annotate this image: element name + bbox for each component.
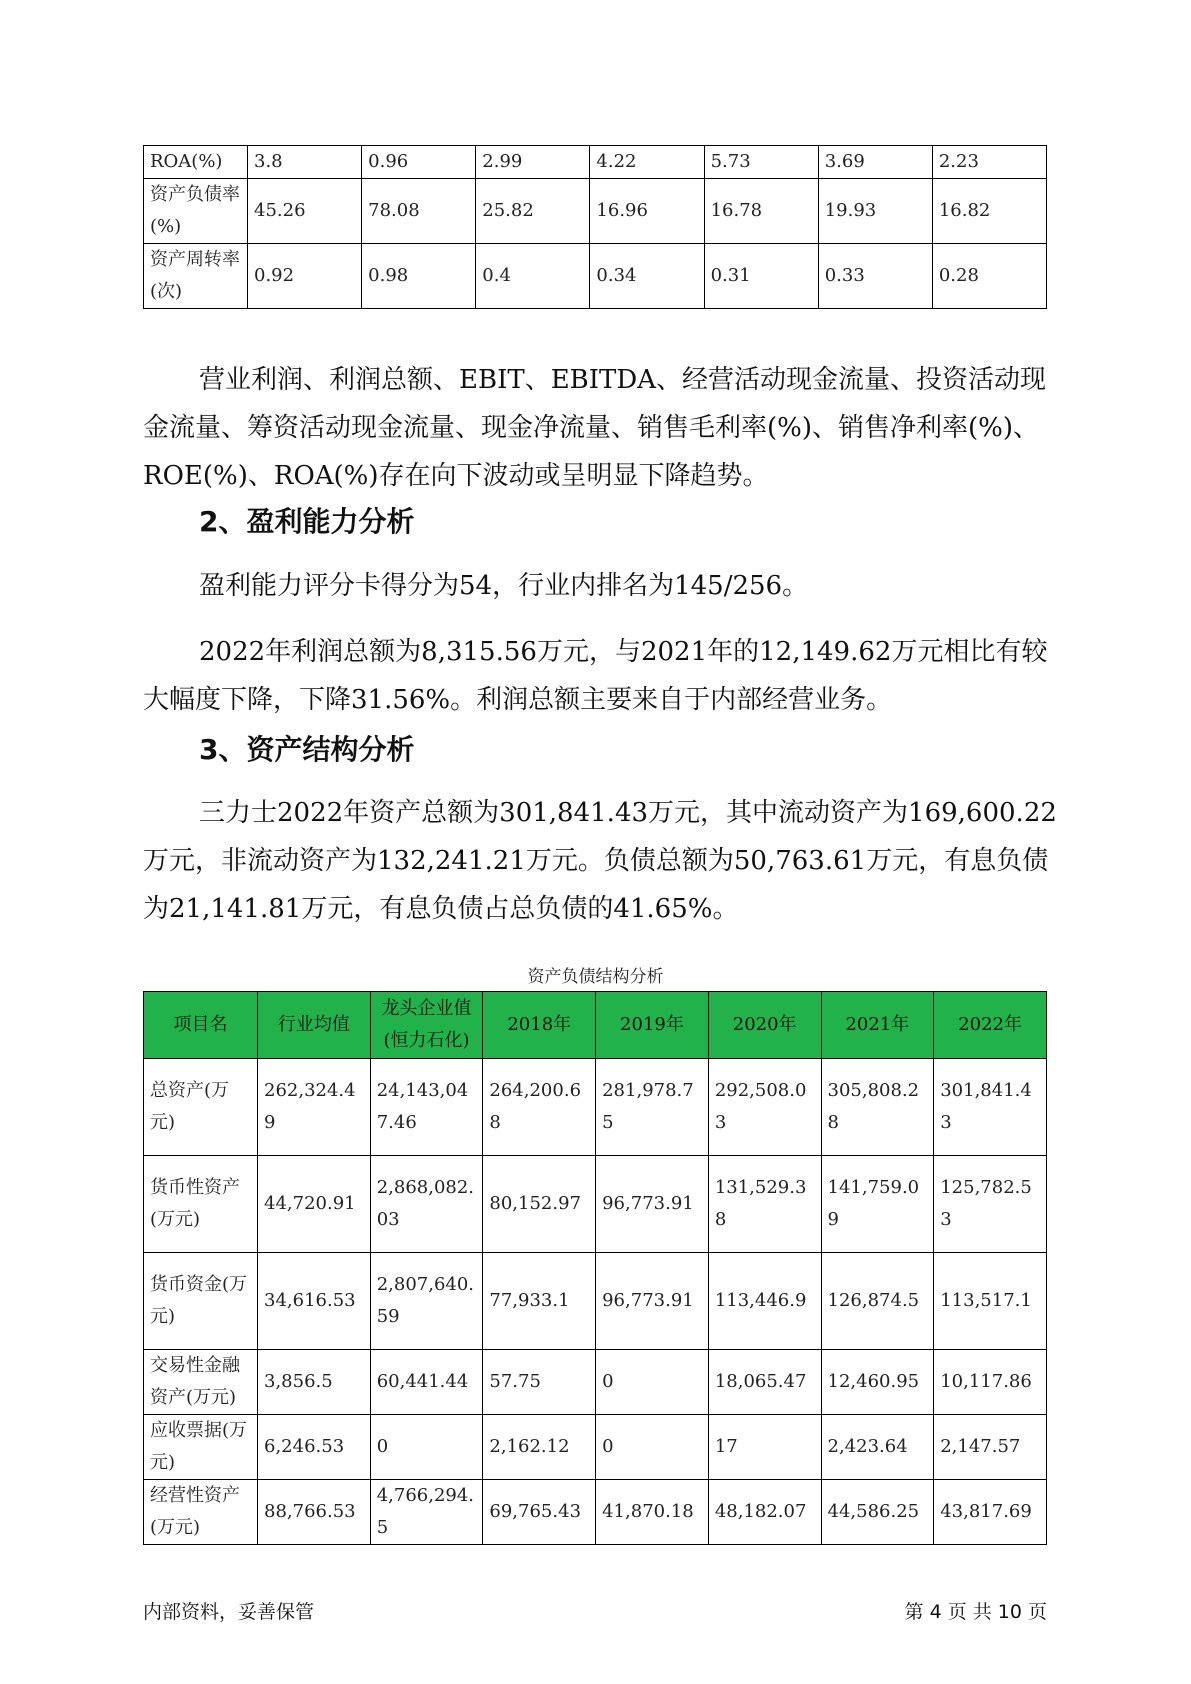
table-cell: 0.28: [932, 244, 1046, 309]
table-cell: 2.23: [932, 146, 1046, 179]
table-cell: 45.26: [248, 179, 362, 244]
table-cell: 44,586.25: [821, 1480, 934, 1545]
table-cell: 48,182.07: [708, 1480, 821, 1545]
table-cell: 5.73: [704, 146, 818, 179]
table-cell: 113,517.1: [934, 1253, 1047, 1350]
table-row: [144, 1415, 1047, 1480]
table-cell: 34,616.53: [258, 1253, 371, 1350]
table-cell: 2,147.57: [934, 1415, 1047, 1480]
table-cell: 0.4: [476, 244, 590, 309]
table-row: [144, 1059, 1047, 1156]
table-cell: 69,765.43: [483, 1480, 596, 1545]
table-cell: 125,782.53: [934, 1156, 1047, 1253]
table-cell: 3,856.5: [258, 1350, 371, 1415]
table-cell: 77,933.1: [483, 1253, 596, 1350]
row-label: 资产负债率(%): [144, 179, 248, 244]
table-row: [144, 179, 1047, 244]
table-cell: 264,200.68: [483, 1059, 596, 1156]
row-label: 资产周转率(次): [144, 244, 248, 309]
table-cell: 3.69: [818, 146, 932, 179]
table-cell: 113,446.9: [708, 1253, 821, 1350]
table-cell: 25.82: [476, 179, 590, 244]
table-cell: 41,870.18: [596, 1480, 709, 1545]
table-cell: 96,773.91: [596, 1156, 709, 1253]
table-cell: 292,508.03: [708, 1059, 821, 1156]
table-row: [144, 1253, 1047, 1350]
table-row: [144, 244, 1047, 309]
footer-confidential-note: 内部资料，妥善保管: [143, 1601, 315, 1623]
table-cell: 43,817.69: [934, 1480, 1047, 1545]
column-header: 2019年: [596, 992, 709, 1059]
table-cell: 16.78: [704, 179, 818, 244]
table-caption: 资产负债结构分析: [527, 967, 664, 987]
table-cell: 18,065.47: [708, 1350, 821, 1415]
ratio-table: [143, 145, 1047, 309]
table-cell: 12,460.95: [821, 1350, 934, 1415]
table-cell: 0: [596, 1350, 709, 1415]
table-cell: 301,841.43: [934, 1059, 1047, 1156]
table-cell: 78.08: [362, 179, 476, 244]
footer-page-number: 第 4 页 共 10 页: [904, 1601, 1047, 1623]
row-label: 经营性资产(万元): [144, 1480, 258, 1545]
row-label: 总资产(万元): [144, 1059, 258, 1156]
table-cell: 2,868,082.03: [370, 1156, 483, 1253]
column-header: 项目名: [144, 992, 258, 1059]
table-cell: 2,423.64: [821, 1415, 934, 1480]
table-cell: 16.82: [932, 179, 1046, 244]
trend-paragraph: 营业利润、利润总额、EBIT、EBITDA、经营活动现金流量、投资活动现金流量、筹资活动现金流量、现金净流量、销售毛利率(%)、销售净利率(%)、ROE(%)、ROA(%)存在向下波动或呈明显下降趋势。: [143, 365, 1047, 491]
table-cell: 80,152.97: [483, 1156, 596, 1253]
table-cell: 0: [370, 1415, 483, 1480]
row-label: 交易性金融资产(万元): [144, 1350, 258, 1415]
table-cell: 305,808.28: [821, 1059, 934, 1156]
table-cell: 281,978.75: [596, 1059, 709, 1156]
table-row: [144, 146, 1047, 179]
table-cell: 17: [708, 1415, 821, 1480]
column-header: 龙头企业值(恒力石化): [370, 992, 483, 1059]
table-cell: 0.98: [362, 244, 476, 309]
table-cell: 6,246.53: [258, 1415, 371, 1480]
asset-structure-paragraph: 三力士2022年资产总额为301,841.43万元，其中流动资产为169,600.22万元，非流动资产为132,241.21万元。负债总额为50,763.61万元，有息负债为21,141.81万元，有息负债占总负债的41.65%。: [143, 798, 1057, 924]
profit-detail-paragraph: 2022年利润总额为8,315.56万元，与2021年的12,149.62万元相比有较大幅度下降，下降31.56%。利润总额主要来自于内部经营业务。: [143, 637, 1048, 715]
row-label: 货币性资产(万元): [144, 1156, 258, 1253]
table-cell: 0.92: [248, 244, 362, 309]
column-header: 2022年: [934, 992, 1047, 1059]
table-cell: 44,720.91: [258, 1156, 371, 1253]
table-cell: 262,324.49: [258, 1059, 371, 1156]
column-header: 2021年: [821, 992, 934, 1059]
table-cell: 0.33: [818, 244, 932, 309]
table-cell: 141,759.09: [821, 1156, 934, 1253]
profitability-score-paragraph: 盈利能力评分卡得分为54，行业内排名为145/256。: [199, 571, 809, 601]
table-cell: 96,773.91: [596, 1253, 709, 1350]
table-cell: 57.75: [483, 1350, 596, 1415]
section-heading-asset-structure: 3、资产结构分析: [199, 733, 415, 766]
table-row: [144, 1480, 1047, 1545]
table-cell: 0: [596, 1415, 709, 1480]
column-header: 2020年: [708, 992, 821, 1059]
section-heading-profitability: 2、盈利能力分析: [199, 505, 415, 538]
row-label: 应收票据(万元): [144, 1415, 258, 1480]
table-cell: 0.96: [362, 146, 476, 179]
table-cell: 4.22: [590, 146, 704, 179]
column-header: 2018年: [483, 992, 596, 1059]
table-cell: 131,529.38: [708, 1156, 821, 1253]
table-cell: 0.34: [590, 244, 704, 309]
table-cell: 10,117.86: [934, 1350, 1047, 1415]
row-label: 货币资金(万元): [144, 1253, 258, 1350]
table-header-row: [144, 992, 1047, 1059]
column-header: 行业均值: [258, 992, 371, 1059]
table-cell: 60,441.44: [370, 1350, 483, 1415]
table-cell: 2.99: [476, 146, 590, 179]
table-cell: 2,807,640.59: [370, 1253, 483, 1350]
table-row: [144, 1350, 1047, 1415]
table-cell: 4,766,294.5: [370, 1480, 483, 1545]
table-row: [144, 1156, 1047, 1253]
table-cell: 24,143,047.46: [370, 1059, 483, 1156]
table-cell: 16.96: [590, 179, 704, 244]
asset-structure-table: [143, 991, 1047, 1545]
table-cell: 3.8: [248, 146, 362, 179]
table-cell: 126,874.5: [821, 1253, 934, 1350]
table-cell: 2,162.12: [483, 1415, 596, 1480]
table-cell: 88,766.53: [258, 1480, 371, 1545]
table-cell: 0.31: [704, 244, 818, 309]
row-label: ROA(%): [144, 146, 248, 179]
table-cell: 19.93: [818, 179, 932, 244]
